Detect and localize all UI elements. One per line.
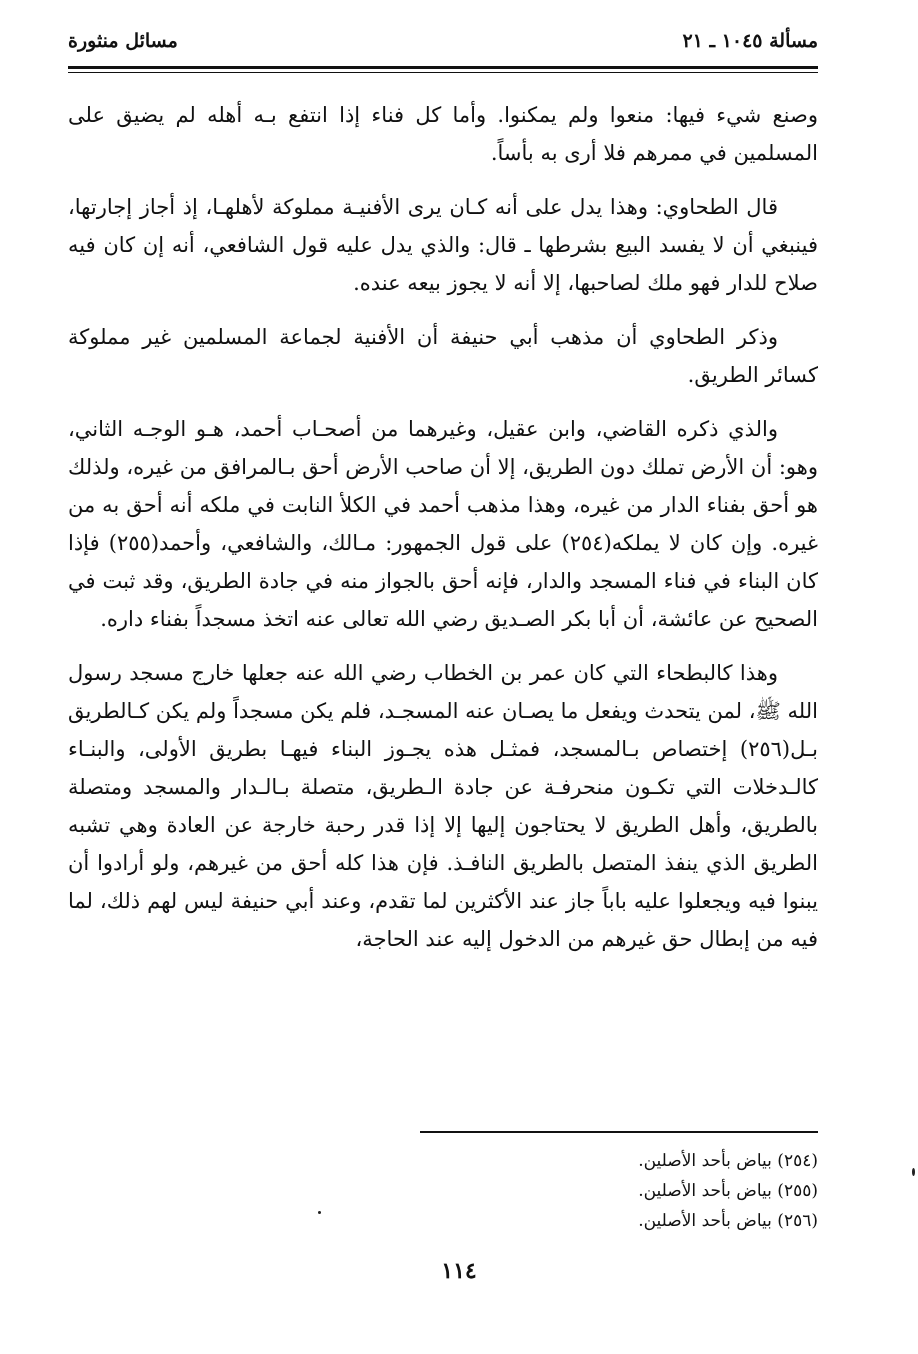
footnote-254: (٢٥٤) بياض بأحد الأصلين. [638, 1151, 818, 1171]
paragraph-3: وذكر الطحاوي أن مذهب أبي حنيفة أن الأفنية لجماعة المسلمين غير مملوكة كسائر الطريق. [68, 325, 818, 387]
scan-speck [318, 1211, 321, 1214]
paragraph-1: وصنع شيء فيها: منعوا ولم يمكنوا. وأما كل فناء إذا انتفع بـه أهله لم يضيق على المسلمين في ممرهم فلا أرى به بأساً. [68, 103, 818, 165]
scan-speck [912, 1168, 915, 1176]
paragraph-4: والذي ذكره القاضي، وابن عقيل، وغيرهما من أصحـاب أحمد، هـو الوجـه الثاني، وهو: أن الأرض تملك دون الطريق، إلا أن صاحب الأرض أحق بـالمرافق من غيره، ولذلك هو أحق بفناء الدار من غيره، وهذا مذهب أحمد في الكلأ النابت في ملكه أنه أحق به من غيره. وإن كان لا يملكه(٢٥٤) على قول الجمهور: مـالك، والشافعي، وأحمد(٢٥٥) فإذا كان البناء في فناء المسجد والدار، فإنه أحق بالجواز منه في جادة الطريق، وقد ثبت في الصحيح عن عائشة، أن أبا بكر الصـديق رضي الله تعالى عنه اتخذ مسجداً بفناء داره. [68, 417, 818, 631]
header-issue-number: مسألة ١٠٤٥ ـ ٢١ [682, 30, 818, 52]
page-number: ١١٤ [441, 1258, 477, 1284]
footnote-256: (٢٥٦) بياض بأحد الأصلين. [638, 1211, 818, 1231]
main-text [68, 96, 818, 974]
header-rule-thin [68, 72, 818, 73]
footnote-255: (٢٥٥) بياض بأحد الأصلين. [638, 1181, 818, 1201]
footnote-separator [420, 1131, 818, 1133]
footnotes [418, 1146, 818, 1236]
header-rule-thick [68, 66, 818, 69]
paragraph-5: وهذا كالبطحاء التي كان عمر بن الخطاب رضي الله عنه جعلها خارج مسجد رسول الله ﷺ، لمن يتحدث ويفعل ما يصـان عنه المسجـد، فلم يكن مسجداً ولم يكن كـالطريق بـل(٢٥٦) إختصاص بـالمسجد، فمثـل هذه يجـوز البناء فيهـا بطريق الأولى، والبنـاء كالـدخلات التي تكـون منحرفـة عن جادة الـطريق، متصلة بـالـدار والمسجد ومتصلة بالطريق، وأهل الطريق لا يحتاجون إليها إلا إذا قدر رحبة خارجة عن العادة وهي تشبه الطريق الذي ينفذ المتصل بالطريق النافـذ. فإن هذا كله أحق من غيرهم، ولو أرادوا أن يبنوا فيه ويجعلوا عليه باباً جاز عند الأكثرين لما تقدم، وعند أبي حنيفة ليس لهم ذلك، لما فيه من إبطال حق غيرهم من الدخول إليه عند الحاجة، [67, 661, 818, 951]
running-header [68, 30, 818, 60]
paragraph-2: قال الطحاوي: وهذا يدل على أنه كـان يرى الأفنيـة مملوكة لأهلهـا، إذ أجاز إجارتها، فينبغي أن لا يفسد البيع بشرطها ـ قال: والذي يدل عليه قول الشافعي، أنه إن كان فيه صلاح للدار فهو ملك لصاحبها، إلا أنه لا يجوز بيعه عنده. [68, 195, 818, 295]
header-section-title: مسائل منثورة [68, 30, 178, 52]
